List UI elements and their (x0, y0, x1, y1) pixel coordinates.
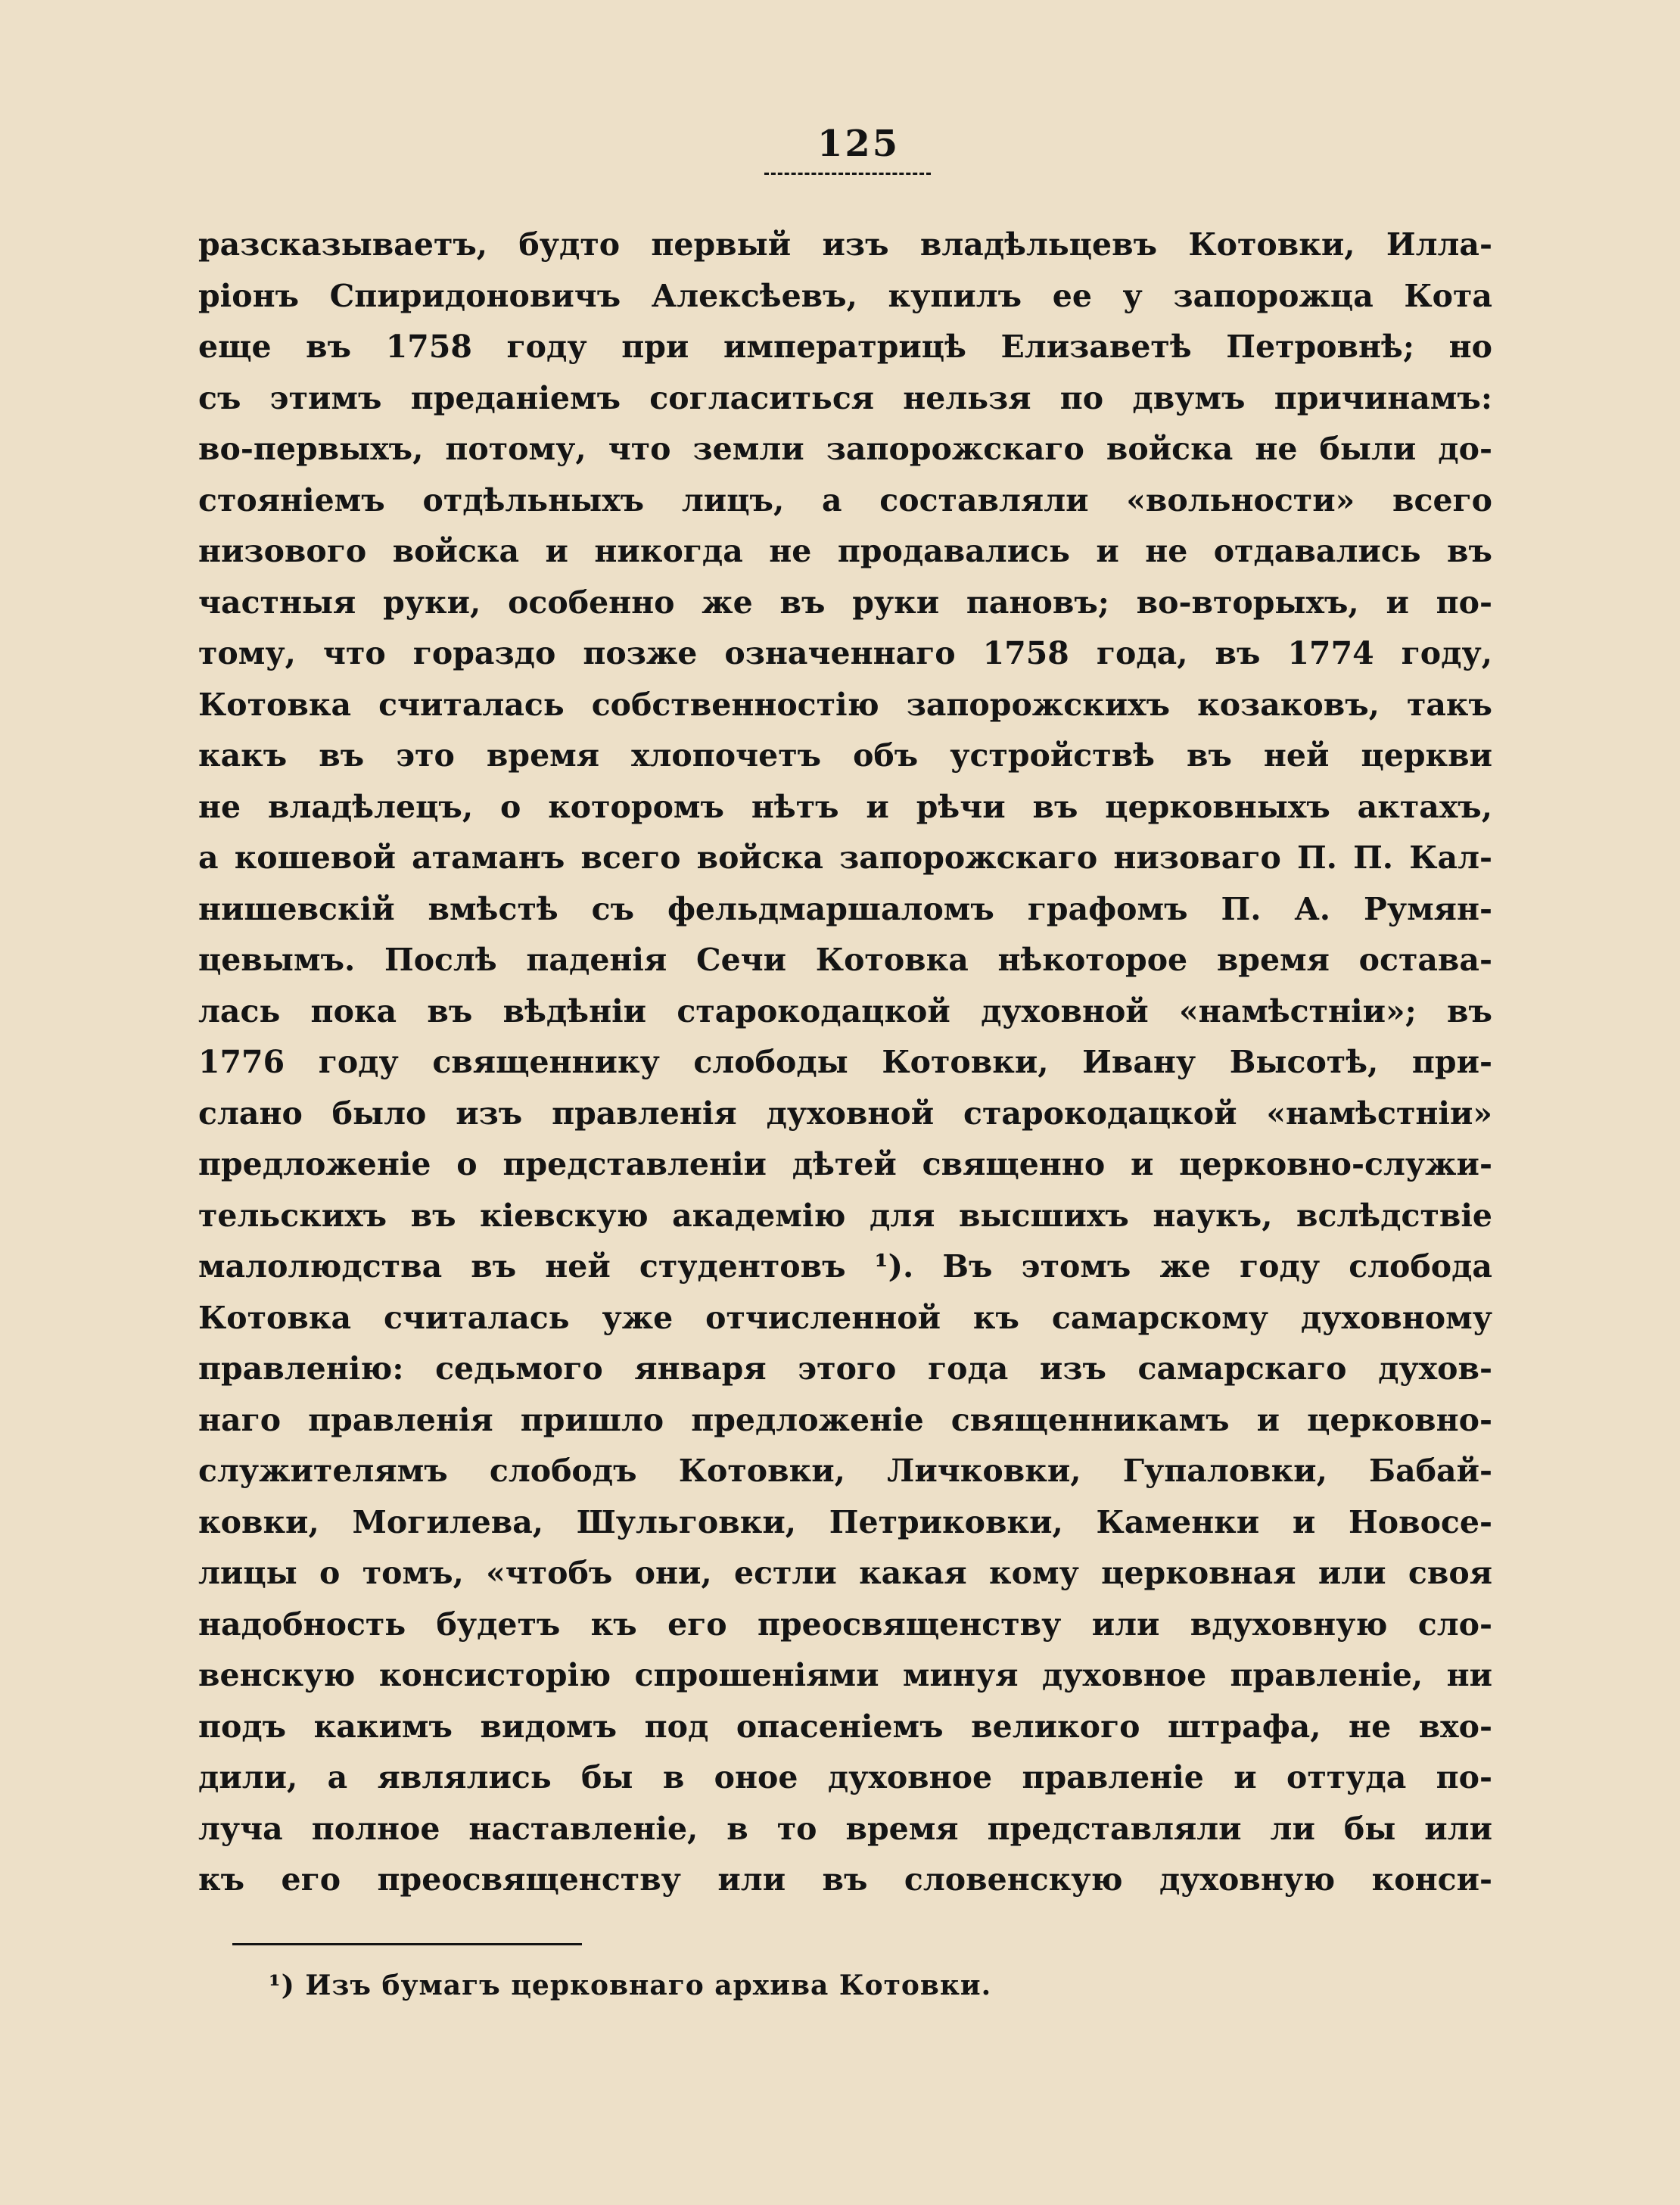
text-line: венскую консисторію спрошеніями минуя духовное правленіе, ни (198, 1657, 1492, 1693)
text-line: разсказываетъ, будто первый изъ владѣльцевъ Котовки, Илла- (198, 226, 1492, 263)
page-number: 125 (817, 123, 901, 165)
text-line: 1776 году священнику слободы Котовки, Ивану Высотѣ, при- (198, 1044, 1492, 1080)
text-line: луча полное наставленіе, в то время представляли ли бы или (198, 1810, 1492, 1847)
text-line: еще въ 1758 году при императрицѣ Елизаветѣ Петровнѣ; но (198, 329, 1492, 365)
text-line: цевымъ. Послѣ паденія Сечи Котовка нѣкоторое время остава- (198, 942, 1492, 978)
text-line: ріонъ Спиридоновичъ Алексѣевъ, купилъ ее у запорожца Кота (198, 277, 1492, 314)
text-line: частныя руки, особенно же въ руки пановъ; во-вторыхъ, и по- (198, 584, 1492, 621)
text-line: не владѣлецъ, о которомъ нѣтъ и рѣчи въ церковныхъ актахъ, (198, 788, 1492, 825)
footnote-rule (232, 1943, 582, 1945)
text-line: подъ какимъ видомъ под опасеніемъ великого штрафа, не вхо- (198, 1708, 1492, 1745)
text-line: служителямъ слободъ Котовки, Личковки, Гупаловки, Бабай- (198, 1453, 1492, 1489)
text-line: дили, а являлись бы в оное духовное правленіе и оттуда по- (198, 1759, 1492, 1795)
text-line: низового войска и никогда не продавались и не отдавались въ (198, 533, 1492, 569)
text-line: ковки, Могилева, Шульговки, Петриковки, Каменки и Новосе- (198, 1503, 1492, 1540)
text-line: какъ въ это время хлопочетъ объ устройствѣ въ ней церкви (198, 737, 1492, 774)
text-line: малолюдства въ ней студентовъ ¹). Въ этомъ же году слобода (198, 1248, 1492, 1285)
text-line: Котовка считалась собственностію запорожскихъ козаковъ, такъ (198, 686, 1492, 723)
text-line: предложеніе о представленіи дѣтей священно и церковно-служи- (198, 1146, 1492, 1182)
text-line: слано было изъ правленія духовной старокодацкой «намѣстніи» (198, 1095, 1492, 1132)
text-line: надобность будетъ къ его преосвященству или вдуховную сло- (198, 1605, 1492, 1643)
text-line: а кошевой атаманъ всего войска запорожскаго низоваго П. П. Кал- (198, 839, 1492, 876)
body-text (198, 220, 1492, 1906)
text-line: нишевскій вмѣстѣ съ фельдмаршаломъ графомъ П. А. Румян- (198, 890, 1492, 927)
footnote: ¹) Изъ бумагъ церковнаго архива Котовки. (269, 1970, 992, 2001)
text-line: лась пока въ вѣдѣніи старокодацкой духовной «намѣстніи»; въ (198, 992, 1492, 1029)
text-line: во-первыхъ, потому, что земли запорожскаго войска не были до- (198, 431, 1492, 467)
page-number-rule (764, 173, 931, 175)
text-line: наго правленія пришло предложеніе священникамъ и церковно- (198, 1401, 1492, 1438)
text-line: тельскихъ въ кіевскую академію для высшихъ наукъ, вслѣдствіе (198, 1197, 1492, 1234)
text-line: Котовка считалась уже отчисленной къ самарскому духовному (198, 1299, 1492, 1336)
text-line: лицы о томъ, «чтобъ они, естли какая кому церковная или своя (198, 1555, 1492, 1591)
text-line: съ этимъ преданіемъ согласиться нельзя по двумъ причинамъ: (198, 379, 1492, 416)
text-line: къ его преосвященству или въ словенскую духовную конси- (198, 1861, 1492, 1898)
text-line: тому, что гораздо позже означеннаго 1758 года, въ 1774 году, (198, 635, 1492, 671)
text-line: стояніемъ отдѣльныхъ лицъ, а составляли «вольности» всего (198, 481, 1492, 519)
text-line: правленію: седьмого января этого года изъ самарскаго духов- (198, 1350, 1492, 1387)
